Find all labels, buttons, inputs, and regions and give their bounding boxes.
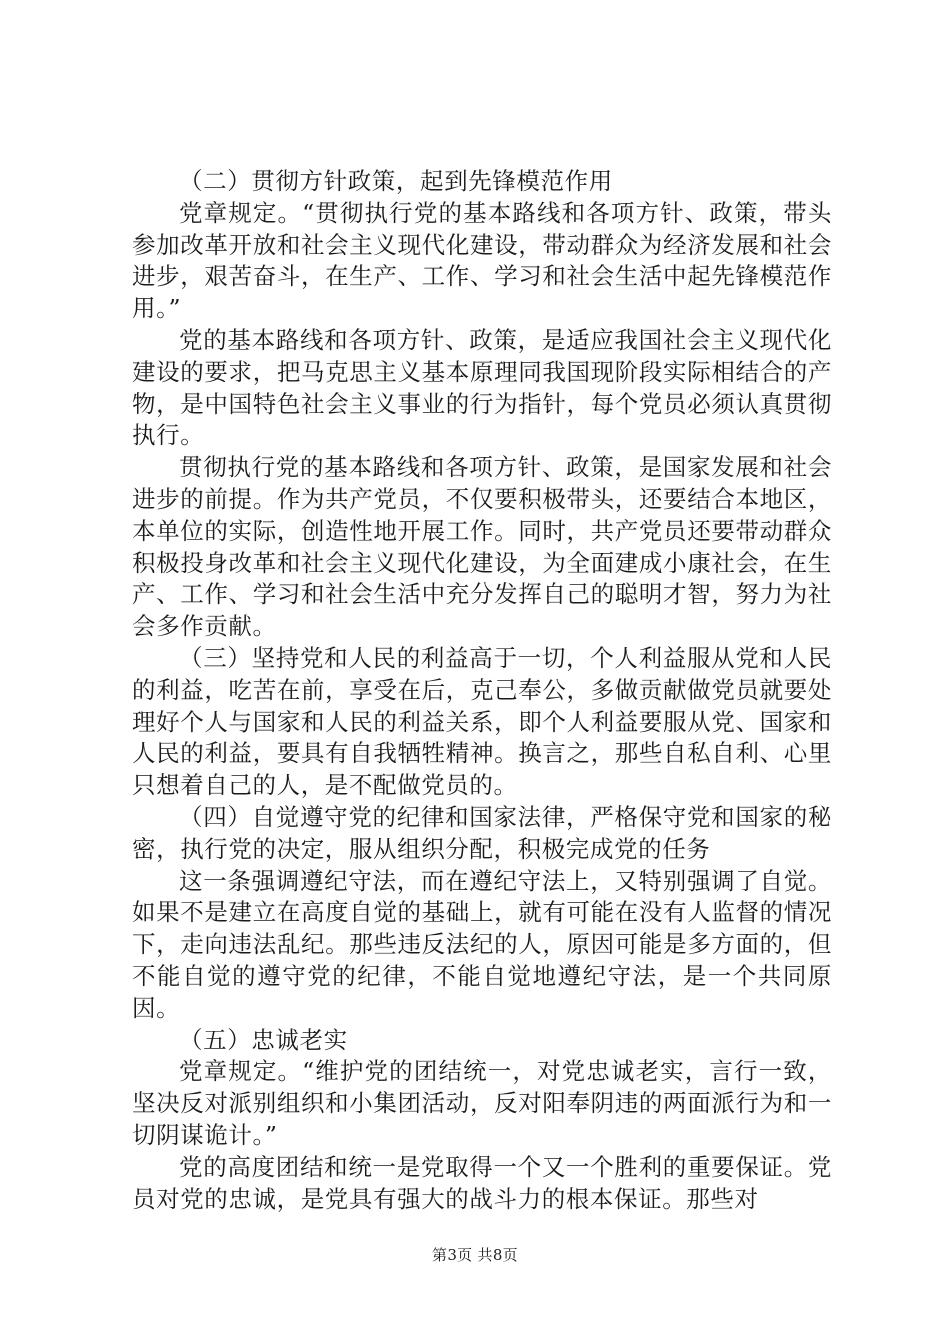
- paragraph-unity: 党的高度团结和统一是党取得一个又一个胜利的重要保证。党员对党的忠诚，是党具有强大的战斗力的根本保证。那些对: [132, 1152, 832, 1213]
- section-heading-5: （五）忠诚老实: [179, 1025, 348, 1054]
- document-body: [132, 166, 832, 1215]
- paragraph-implementation: 贯彻执行党的基本路线和各项方针、政策，是国家发展和社会进步的前提。作为共产党员，不仅要积极带头，还要结合本地区，本单位的实际，创造性地开展工作。同时，共产党员还要带动群众积极投身改革和社会主义现代化建设，为全面建成小康社会，在生产、工作、学习和社会生活中充分发挥自己的聪明才智，努力为社会多作贡献。: [132, 453, 832, 641]
- section-heading-4: （四）自觉遵守党的纪律和国家法律，严格保守党和国家的秘密，执行党的决定，服从组织分配，积极完成党的任务: [132, 802, 832, 863]
- paragraph-party-charter-quote-1: 党章规定。“贯彻执行党的基本路线和各项方针、政策，带头参加改革开放和社会主义现代化建设，带动群众为经济发展和社会进步，艰苦奋斗，在生产、工作、学习和社会生活中起先锋模范作用。”: [132, 198, 832, 323]
- paragraph-discipline: 这一条强调遵纪守法，而在遵纪守法上，又特别强调了自觉。如果不是建立在高度自觉的基础上，就有可能在没有人监督的情况下，走向违法乱纪。那些违反法纪的人，原因可能是多方面的，但不能自觉的遵守党的纪律，不能自觉地遵纪守法，是一个共同原因。: [132, 866, 832, 1022]
- paragraph-basic-line: 党的基本路线和各项方针、政策，是适应我国社会主义现代化建设的要求，把马克思主义基本原理同我国现阶段实际相结合的产物，是中国特色社会主义事业的行为指针，每个党员必须认真贯彻执行。: [132, 325, 832, 450]
- section-heading-3: （三）坚持党和人民的利益高于一切，个人利益服从党和人民的利益，吃苦在前，享受在后，克己奉公，多做贡献做党员就要处理好个人与国家和人民的利益关系，即个人利益要服从党、国家和人民的利益，要具有自我牺牲精神。换言之，那些自私自利、心里只想着自己的人，是不配做党员的。: [132, 643, 832, 800]
- page-number-footer: 第3页 共8页: [432, 1246, 518, 1264]
- section-heading-2: （二）贯彻方针政策，起到先锋模范作用: [179, 167, 613, 195]
- paragraph-party-charter-quote-2: 党章规定。“维护党的团结统一，对党忠诚老实，言行一致，坚决反对派别组织和小集团活动，反对阳奉阴违的两面派行为和一切阴谋诡计。”: [132, 1057, 832, 1149]
